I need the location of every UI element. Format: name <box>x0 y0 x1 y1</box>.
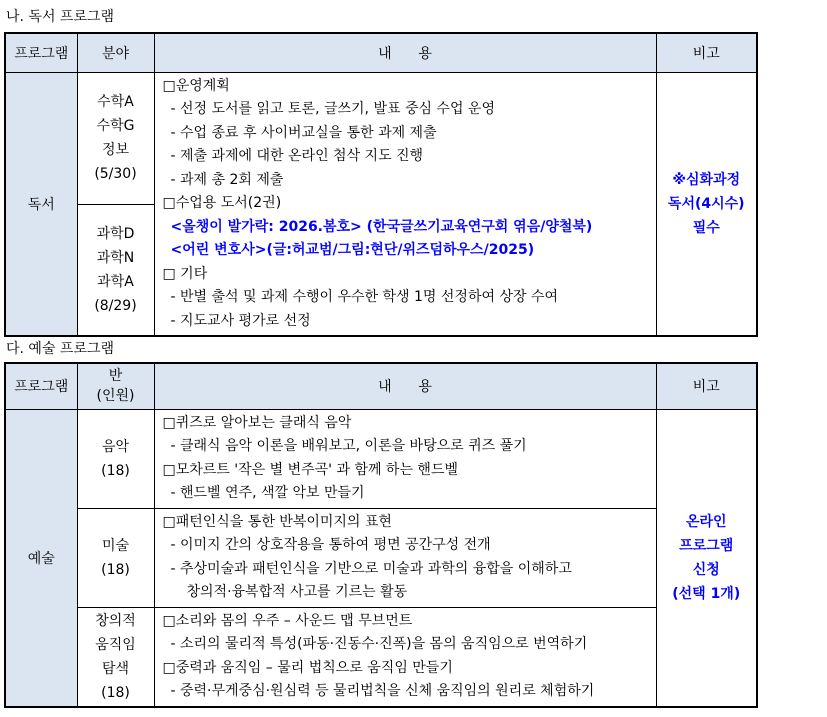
content-item: - 수업 종료 후 사이버교실을 통한 과제 제출 <box>170 124 437 141</box>
art-section-title: 다. 예술 프로그램 <box>6 341 115 357</box>
content-heading: □운영계획 <box>162 77 230 94</box>
book-title: <올챙이 발가락: 2026.봄호> (한국글쓰기교육연구회 엮음/양철북) <box>170 218 593 235</box>
group-line: 수학G <box>96 118 135 134</box>
content-item: - 제출 과제에 대한 온라인 첨삭 지도 진행 <box>170 148 424 164</box>
group-line: 수학A <box>97 94 134 110</box>
content-line: - 핸드벨 연주, 색깔 악보 만들기 <box>170 485 365 501</box>
header-note: 비고 <box>656 363 757 409</box>
art-class-music <box>77 409 154 508</box>
note-line: ※심화과정 <box>672 171 741 188</box>
group-line: 과학N <box>96 249 135 266</box>
content-line: □모차르트 '작은 별 변주곡' 과 함께 하는 핸드벨 <box>162 461 459 478</box>
art-program-table <box>4 362 758 708</box>
content-item: - 과제 총 2회 제출 <box>170 171 284 188</box>
note-line: 프로그램 <box>679 537 734 554</box>
reading-group-2 <box>77 204 154 336</box>
art-note <box>656 409 757 707</box>
header-class-line: (인원) <box>96 388 135 405</box>
content-line: □패턴인식을 통한 반복이미지의 표현 <box>162 513 392 530</box>
content-item: - 선정 도서를 읽고 토론, 글쓰기, 발표 중심 수업 운영 <box>170 101 495 117</box>
book-title: <어린 변호사>(글:허교범/그림:현단/위즈덤하우스/2025) <box>170 242 535 258</box>
header-note: 비고 <box>656 33 757 72</box>
class-line: 탐색 <box>101 660 130 677</box>
group-line: (8/29) <box>94 297 137 314</box>
reading-section-title: 나. 독서 프로그램 <box>6 9 115 25</box>
header-content: 내 용 <box>154 363 656 409</box>
note-line: 온라인 <box>685 513 727 530</box>
content-heading: □수업용 도서(2권) <box>162 195 282 211</box>
art-content-art <box>154 508 656 607</box>
group-line: 과학A <box>97 273 134 290</box>
content-line: □중력과 움직임 – 물리 법칙으로 움직임 만들기 <box>162 659 453 676</box>
note-line: 필수 <box>692 219 720 236</box>
header-field: 분야 <box>77 33 154 72</box>
art-content-movement <box>154 607 656 707</box>
class-line: (18) <box>101 561 130 578</box>
art-class-art <box>77 508 154 607</box>
note-line: (선택 1개) <box>672 585 741 602</box>
group-line: 정보 <box>101 142 130 158</box>
content-item: - 반별 출석 및 과제 수행이 우수한 학생 1명 선정하여 상장 수여 <box>170 289 558 305</box>
class-line: 창의적 <box>95 612 136 629</box>
note-line: 신청 <box>692 561 720 578</box>
content-line: - 추상미술과 패턴인식을 기반으로 미술과 과학의 융합을 이해하고 <box>170 560 572 577</box>
class-line: (18) <box>101 684 130 701</box>
class-line: 미술 <box>101 537 130 554</box>
note-line: 독서(4시수) <box>667 195 745 212</box>
reading-content <box>154 72 656 336</box>
content-heading: □ 기타 <box>162 265 208 282</box>
content-line: 창의적·융복합적 사고를 기르는 활동 <box>186 584 408 600</box>
group-line: 과학D <box>96 225 135 242</box>
reading-note <box>656 72 757 336</box>
content-line: - 소리의 물리적 특성(파동·진동수·진폭)을 몸의 움직임으로 번역하기 <box>170 636 588 652</box>
reading-category: 독서 <box>5 72 77 336</box>
class-line: 음악 <box>101 438 130 455</box>
content-line: - 이미지 간의 상호작용을 통하여 평면 공간구성 전개 <box>170 537 491 553</box>
reading-program-table <box>4 32 758 337</box>
reading-group-1 <box>77 72 154 204</box>
content-line: □소리와 몸의 우주 – 사운드 맵 무브먼트 <box>162 612 413 629</box>
header-program: 프로그램 <box>5 363 77 409</box>
art-category: 예술 <box>5 409 77 707</box>
content-line: - 중력·무게중심·원심력 등 물리법칙을 신체 움직임의 원리로 체험하기 <box>170 683 595 699</box>
content-item: - 지도교사 평가로 선정 <box>170 312 311 329</box>
header-content: 내 용 <box>154 33 656 72</box>
group-line: (5/30) <box>94 166 137 182</box>
art-class-movement <box>77 607 154 707</box>
content-line: □퀴즈로 알아보는 클래식 음악 <box>162 414 352 431</box>
header-class-line: 반 <box>108 368 123 385</box>
header-program: 프로그램 <box>5 33 77 72</box>
class-line: (18) <box>101 462 130 479</box>
class-line: 움직임 <box>95 636 136 653</box>
header-class <box>77 363 154 409</box>
content-line: - 클래식 음악 이론을 배워보고, 이론을 바탕으로 퀴즈 풀기 <box>170 438 527 454</box>
art-content-music <box>154 409 656 508</box>
